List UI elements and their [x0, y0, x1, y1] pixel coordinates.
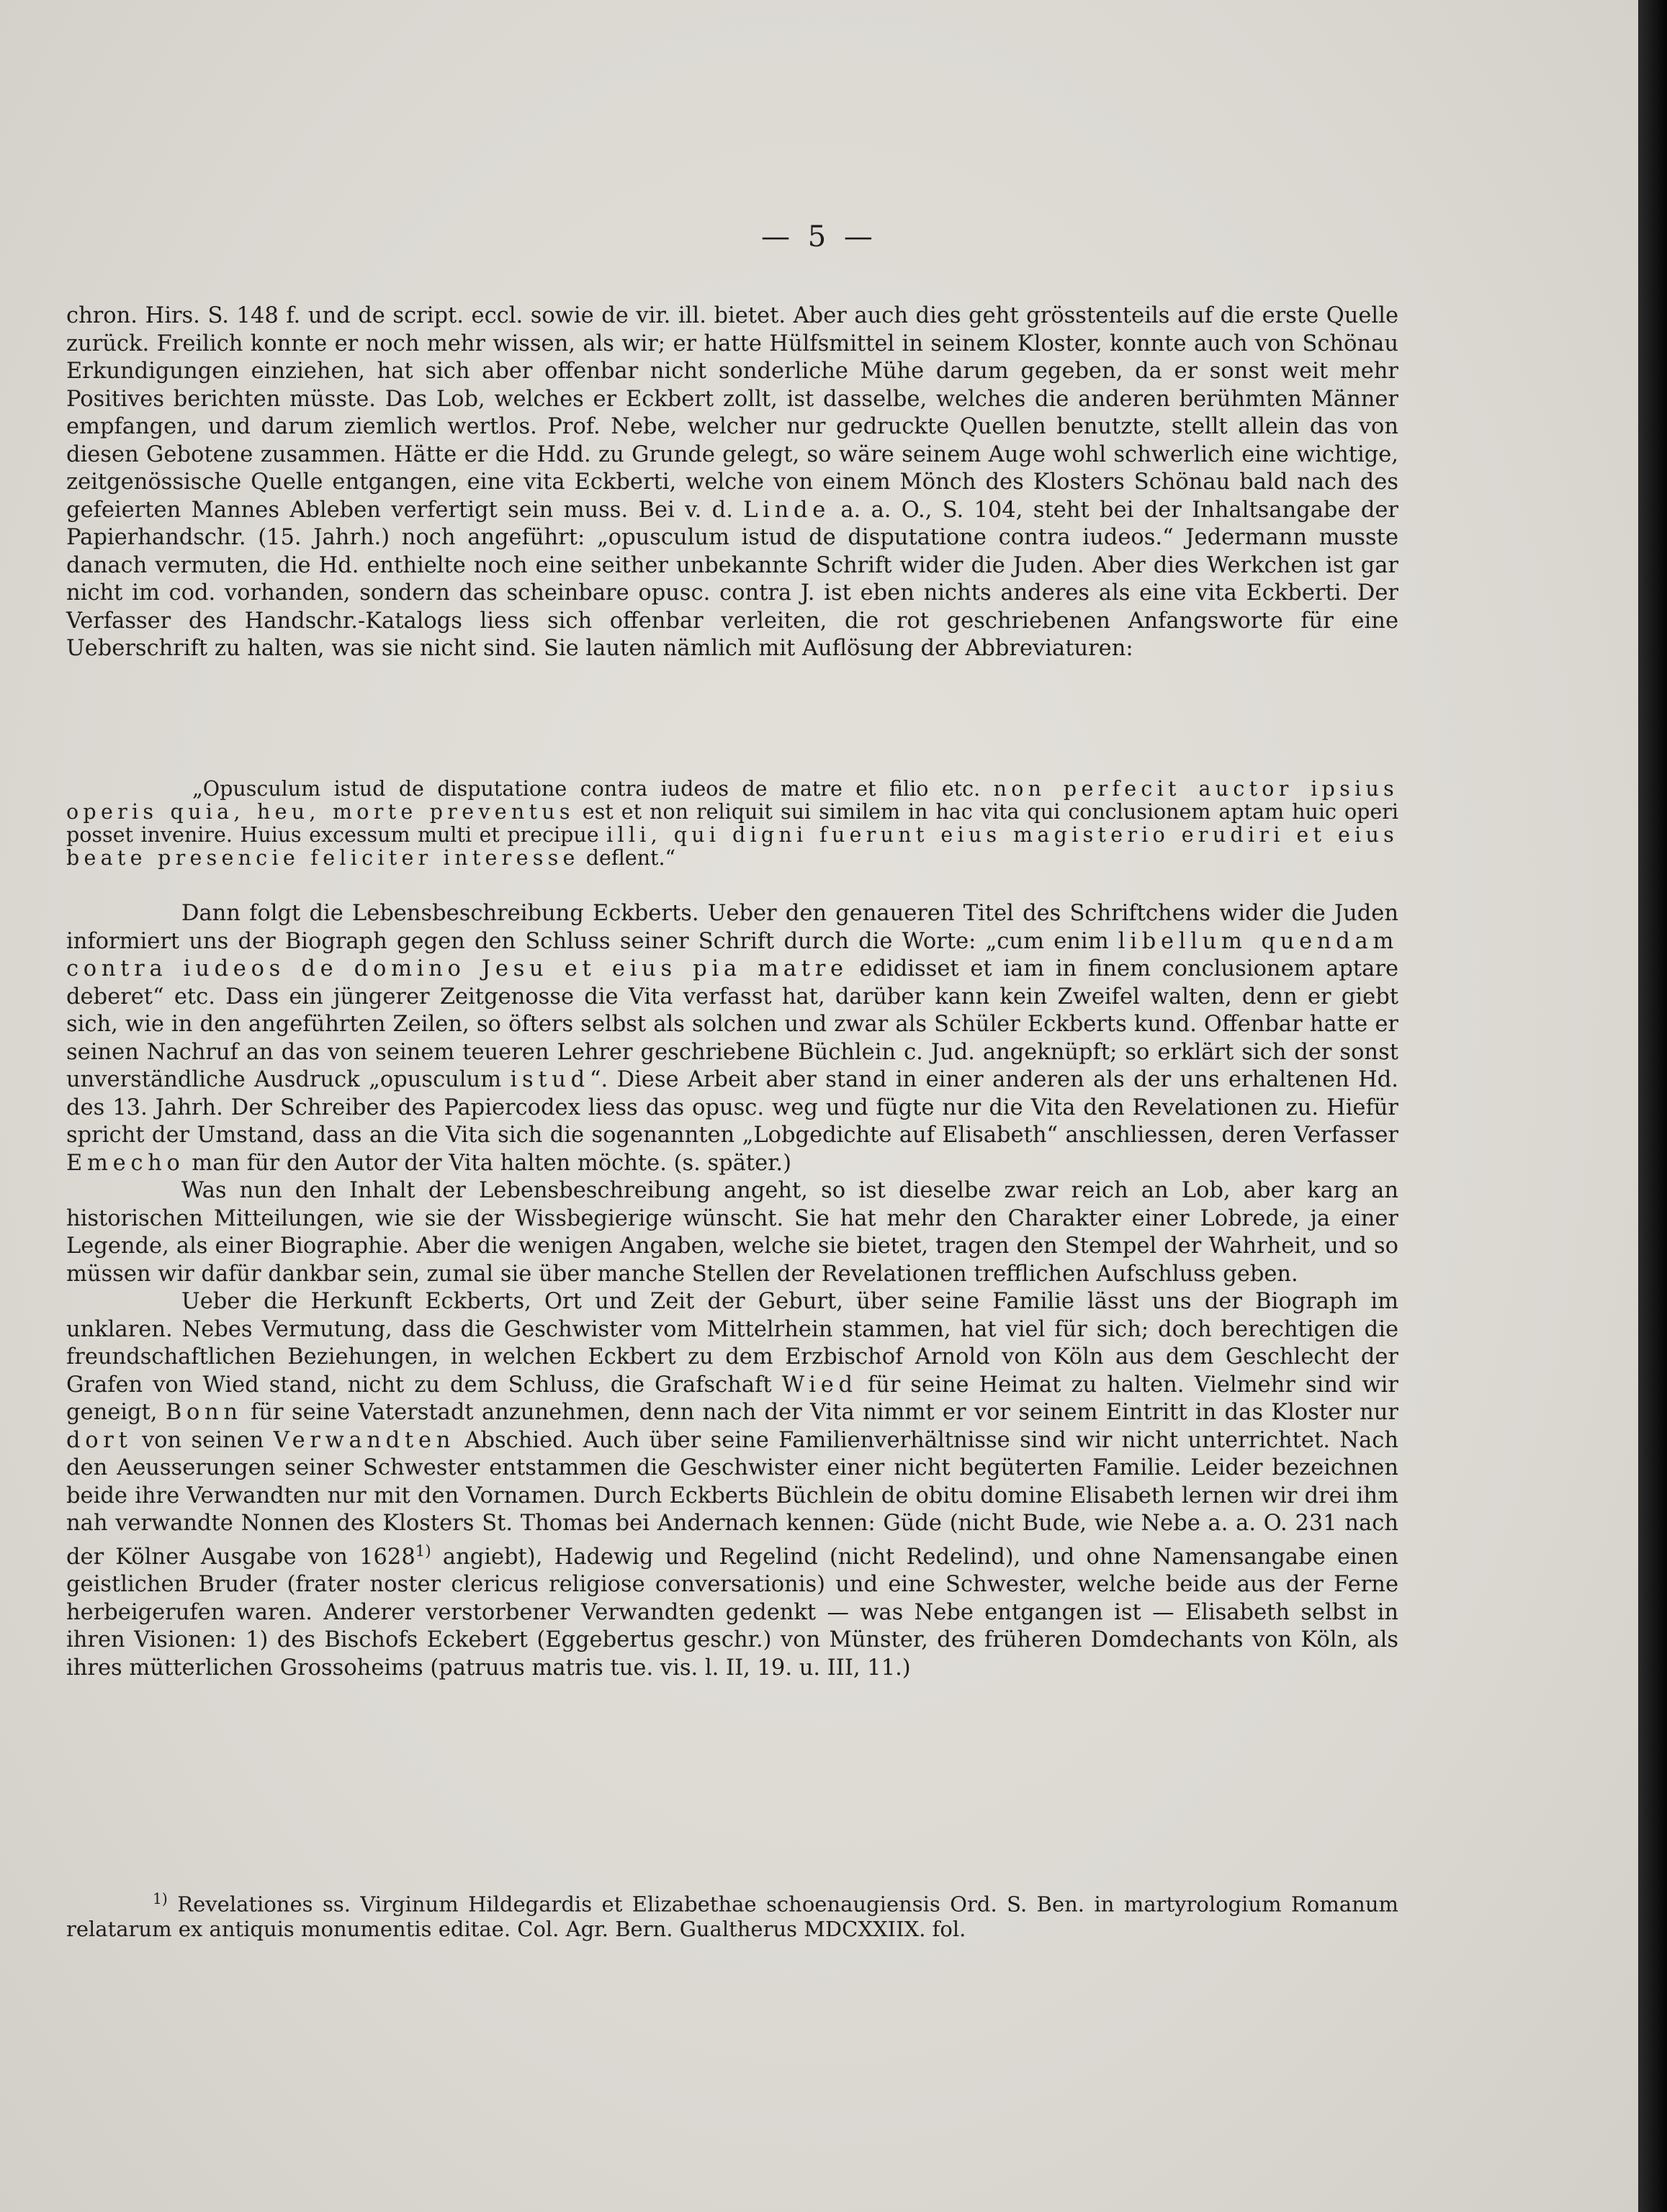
paragraph-vita-title	[66, 900, 1398, 1177]
paragraph-4-text-2: für seine Heimat zu halten. Vielmehr sind wir geneigt,	[66, 1372, 1399, 1425]
paragraph-2-spaced-3: Emecho	[66, 1150, 185, 1176]
page-number: — 5 —	[761, 220, 877, 253]
scan-edge-shadow	[1638, 0, 1667, 2212]
paragraph-2-text-2: edidisset et iam in finem conclusionem aptare deberet“ etc. Dass ein jüngerer Zeitgenosse die Vita verfasst hat, darüber kann kein Zweifel walten, denn er giebt sich, wie in den angeführten Zeilen, so öfters selbst als solchen und zwar als Schüler Eckberts kund. Offenbar hatte er seinen Nachruf an das von seinem teueren Lehrer geschriebene Büchlein c. Jud. angeknüpft; so erklärt sich der sonst unverständliche Ausdruck „opusculum	[66, 956, 1398, 1092]
footnote-text: Revelationes ss. Virginum Hildegardis et Elizabethae schoenaugiensis Ord. S. Ben. in martyrologium Romanum relatarum ex antiquis monumentis editae. Col. Agr. Bern. Gualtherus MDCXXIIX. fol.	[66, 1892, 1398, 1941]
paragraph-4-text-4: von seinen	[141, 1427, 264, 1453]
paragraph-4-text-3: für seine Vaterstadt anzunehmen, denn nach der Vita nimmt er vor seinem Eintritt in das Kloster nur	[251, 1400, 1398, 1425]
paragraph-2-text-1: Dann folgt die Lebensbeschreibung Eckberts. Ueber den genaueren Titel des Schriftchens wider die Juden informiert uns der Biograph gegen den Schluss seiner Schrift durch die Worte: „cum enim	[66, 901, 1398, 954]
quote-spaced-1: non perfecit auctor ipsius operis quia, heu, morte preventus	[66, 777, 1398, 824]
paragraph-continuation	[66, 302, 1398, 663]
paragraph-1-text: chron. Hirs. S. 148 f. und de script. eccl. sowie de vir. ill. bietet. Aber auch dies geht grösstenteils auf die erste Quelle zurück. Freilich konnte er noch mehr wissen, als wir; er hatte Hülfsmittel in seinem Kloster, konnte auch von Schönau Erkundigungen einziehen, hat sich aber offenbar nicht sonderliche Mühe darum gegeben, da er sonst weit mehr Positives berichten müsste. Das Lob, welches er Eckbert zollt, ist dasselbe, welches die anderen berühmten Männer empfangen, und darum ziemlich wertlos. Prof. Nebe, welcher nur gedruckte Quellen benutzte, stellt allein das von diesen Gebotene zusammen. Hätte er die Hdd. zu Grunde gelegt, so wäre seinem Auge wohl schwerlich eine wichtige, zeitgenössische Quelle entgangen, eine vita Eckberti, welche von einem Mönch des Klosters Schönau bald nach des gefeierten Mannes Ableben verfertigt sein muss. Bei v. d.	[66, 303, 1398, 523]
paragraph-4-text-5: Abschied. Auch über seine Familienverhältnisse sind wir nicht unterrichtet. Nach den Aeusserungen seiner Schwester entstammen die Geschwister einer nicht begüterten Familie. Leider bezeichnen beide ihre Verwandten nur mit den Vornamen. Durch Eckberts Büchlein de obitu domine Elisabeth lernen wir drei ihm nah verwandte Nonnen des Klosters St. Thomas bei Andernach kennen: Güde (nicht Bude, wie Nebe a. a. O. 231 nach der Kölner Ausgabe von 1628	[66, 1427, 1398, 1570]
paragraph-2-spaced-2: istud	[510, 1067, 590, 1092]
footnote	[66, 1887, 1398, 1941]
spaced-name-linde: Linde	[743, 497, 831, 523]
paragraph-content: Was nun den Inhalt der Lebensbeschreibung angeht, so ist dieselbe zwar reich an Lob, aber karg an historischen Mitteilungen, wie sie der Wissbegierige wünscht. Sie hat mehr den Charakter einer Lobrede, ja einer Legende, als einer Biographie. Aber die wenigen Angaben, welche sie bietet, tragen den Stempel der Wahrheit, und so müssen wir dafür dankbar sein, zumal sie über manche Stellen der Revelationen trefflichen Aufschluss geben.	[66, 1178, 1398, 1287]
quote-spaced-2: illi, qui digni fuerunt eius magisterio erudiri et eius beate presencie feliciter interesse	[66, 823, 1399, 870]
quote-part-2: est et non reliquit sui similem in hac vita qui conclusionem aptam huic operi posset invenire. Huius excessum multi et precipue	[66, 800, 1398, 847]
latin-quotation	[66, 778, 1398, 870]
paragraph-origin	[66, 1288, 1398, 1682]
footnote-mark: 1)	[153, 1890, 168, 1907]
paragraph-2-text-3: “. Diese Arbeit aber stand in einer anderen als der uns erhaltenen Hd. des 13. Jahrh. Der Schreiber des Papiercodex liess das opusc. weg und fügte nur die Vita den Revelationen zu. Hiefür spricht der Umstand, dass an die Vita sich die sogenannten „Lobgedichte auf Elisabeth“ anschliessen, deren Verfasser	[66, 1067, 1399, 1148]
paragraph-4-text-1: Ueber die Herkunft Eckberts, Ort und Zeit der Geburt, über seine Familie lässt uns der Biograph im unklaren. Nebes Vermutung, dass die Geschwister vom Mittelrhein stammen, hat viel für sich; doch berechtigen die freundschaftlichen Beziehungen, in welchen Eckbert zu dem Erzbischof Arnold von Köln aus dem Geschlecht der Grafen von Wied stand, nicht zu dem Schluss, die Grafschaft	[66, 1289, 1398, 1398]
paragraph-4-spaced-2: Bonn	[165, 1400, 243, 1425]
paragraph-2-text-4: man für den Autor der Vita halten möchte. (s. später.)	[192, 1150, 792, 1176]
paragraph-2-spaced-1: libellum quendam contra iudeos de domino Jesu et eius pia matre	[66, 928, 1398, 981]
footnote-reference: 1)	[415, 1542, 431, 1560]
paragraph-4-text-6: angiebt), Hadewig und Regelind (nicht Redelind), und ohne Namensangabe einen geistlichen Bruder (frater noster clericus religiose conversationis) und eine Schwester, welche beide aus der Ferne herbeigerufen waren. Anderer verstorbener Verwandten gedenkt — was Nebe entgangen ist — Elisabeth selbst in ihren Visionen: 1) des Bischofs Eckebert (Eggebertus geschr.) von Münster, des früheren Domdechants von Köln, als ihres mütterlichen Grossoheims (patruus matris tue. vis. l. II, 19. u. III, 11.)	[66, 1544, 1398, 1681]
quote-part-1: „Opusculum istud de disputatione contra iudeos de matre et filio etc.	[192, 777, 981, 801]
quote-part-3: deflent.“	[585, 846, 676, 870]
paragraph-4-spaced-1: Wied	[781, 1372, 858, 1398]
paragraph-4-spaced-4: Verwandten	[273, 1427, 456, 1453]
paragraph-4-spaced-3: dort	[66, 1427, 132, 1453]
main-text-bottom	[66, 900, 1398, 1682]
main-text-top	[66, 302, 1398, 663]
paragraph-1-text-2: a. a. O., S. 104, steht bei der Inhaltsangabe der Papierhandschr. (15. Jahrh.) noch angeführt: „opusculum istud de disputatione contra iudeos.“ Jedermann musste danach vermuten, die Hd. enthielte noch eine seither unbekannte Schrift wider die Juden. Aber dies Werkchen ist gar nicht im cod. vorhanden, sondern das scheinbare opusc. contra J. ist eben nichts anderes als eine vita Eckberti. Der Verfasser des Handschr.-Katalogs liess sich offenbar verleiten, die rot geschriebenen Anfangsworte für eine Ueberschrift zu halten, was sie nicht sind. Sie lauten nämlich mit Auflösung der Abbreviaturen:	[66, 497, 1398, 661]
